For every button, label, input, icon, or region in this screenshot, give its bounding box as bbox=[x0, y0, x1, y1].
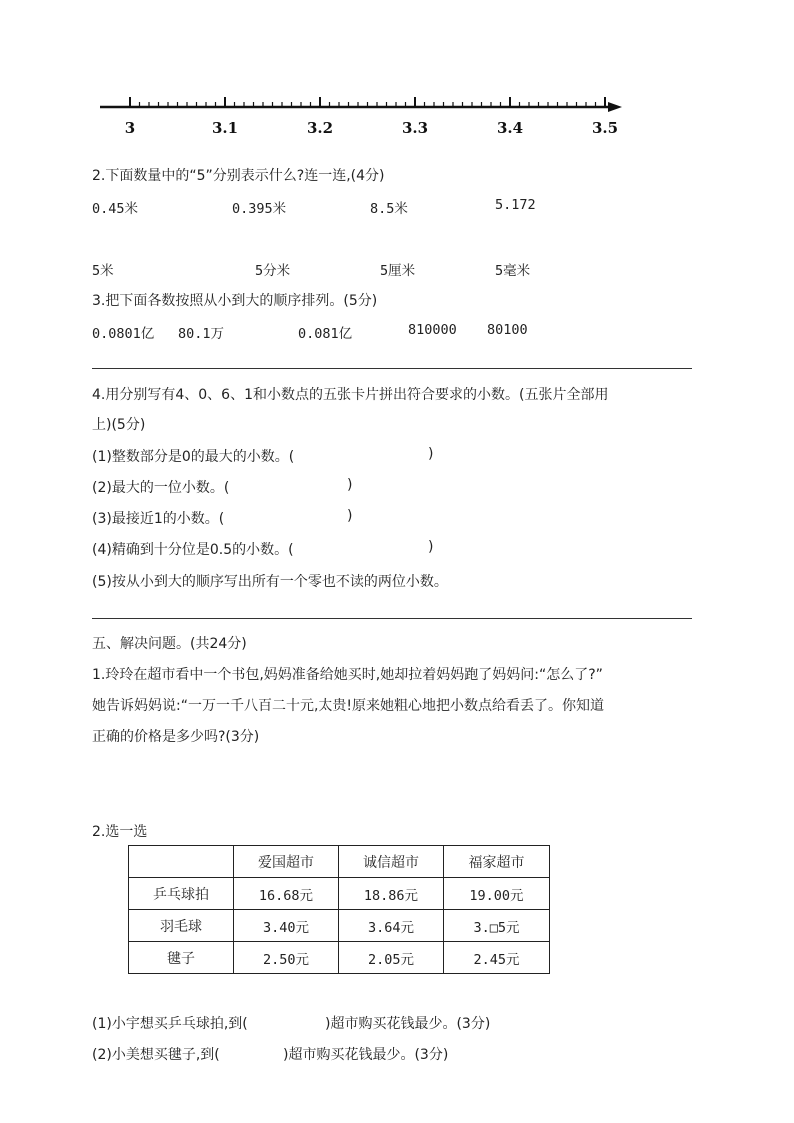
s5-q1-line2: 她告诉妈妈说:“一万一千八百二十元,太贵!原来她粗心地把小数点给看丢了。你知道 bbox=[92, 698, 605, 714]
q2-title: 2.下面数量中的“5”分别表示什么?连一连,(4分) bbox=[92, 168, 385, 184]
tick-label: 3.4 bbox=[496, 119, 524, 137]
s5-q1-line3: 正确的价格是多少吗?(3分) bbox=[92, 729, 260, 745]
q2-bottom-item-4: 5毫米 bbox=[495, 263, 531, 279]
number-line bbox=[0, 80, 794, 140]
table-cell: 3.64元 bbox=[339, 910, 444, 942]
q2-bottom-item-1: 5米 bbox=[92, 263, 114, 279]
q2-top-item-1: 0.45米 bbox=[92, 201, 139, 217]
q3-item-5: 80100 bbox=[487, 322, 528, 338]
tick-label: 3.5 bbox=[591, 119, 619, 137]
q3-item-4: 810000 bbox=[408, 322, 457, 338]
q3-item-1: 0.0801亿 bbox=[92, 326, 155, 342]
section5-heading: 五、解决问题。(共24分) bbox=[92, 636, 247, 652]
table-header-cell: 爱国超市 bbox=[234, 846, 339, 878]
q3-item-3: 0.081亿 bbox=[298, 326, 353, 342]
s5-q2-title: 2.选一选 bbox=[92, 824, 148, 840]
q3-title: 3.把下面各数按照从小到大的顺序排列。(5分) bbox=[92, 293, 378, 309]
tick-label: 3.1 bbox=[211, 119, 239, 137]
table-header-cell bbox=[129, 846, 234, 878]
q4-sub2: (2)最大的一位小数。( bbox=[92, 480, 230, 496]
tick-label: 3 bbox=[124, 119, 136, 137]
s5-q2-sub1-a: (1)小宇想买乒乓球拍,到( bbox=[92, 1016, 248, 1032]
s5-q2-sub2-b: )超市购买花钱最少。(3分) bbox=[283, 1047, 449, 1063]
q2-bottom-item-2: 5分米 bbox=[255, 263, 291, 279]
q4-sub5: (5)按从小到大的顺序写出所有一个零也不读的两位小数。 bbox=[92, 574, 448, 590]
q4-sub3-close: ) bbox=[347, 508, 353, 524]
q4-sub2-close: ) bbox=[347, 477, 353, 493]
table-row bbox=[129, 878, 550, 910]
divider bbox=[92, 618, 692, 619]
q4-sub4: (4)精确到十分位是0.5的小数。( bbox=[92, 542, 294, 558]
q4-sub3: (3)最接近1的小数。( bbox=[92, 511, 225, 527]
price-table bbox=[128, 845, 550, 974]
table-cell: 3.□5元 bbox=[444, 910, 550, 942]
q2-bottom-item-3: 5厘米 bbox=[380, 263, 416, 279]
table-row bbox=[129, 910, 550, 942]
q3-item-2: 80.1万 bbox=[178, 326, 225, 342]
q2-top-item-4: 5.172 bbox=[495, 197, 536, 213]
table-header-cell: 诚信超市 bbox=[339, 846, 444, 878]
table-cell: 18.86元 bbox=[339, 878, 444, 910]
tick-label: 3.2 bbox=[306, 119, 334, 137]
table-cell: 乒乓球拍 bbox=[129, 878, 234, 910]
q4-sub4-close: ) bbox=[428, 539, 434, 555]
s5-q2-sub2-a: (2)小美想买毽子,到( bbox=[92, 1047, 220, 1063]
table-cell: 羽毛球 bbox=[129, 910, 234, 942]
q2-top-item-2: 0.395米 bbox=[232, 201, 287, 217]
table-header-cell: 福家超市 bbox=[444, 846, 550, 878]
s5-q2-sub1-b: )超市购买花钱最少。(3分) bbox=[325, 1016, 491, 1032]
arrowhead-icon bbox=[608, 102, 622, 112]
q4-title-line1: 4.用分别写有4、0、6、1和小数点的五张卡片拼出符合要求的小数。(五张片全部用 bbox=[92, 387, 609, 403]
table-cell: 2.50元 bbox=[234, 942, 339, 974]
q2-top-item-3: 8.5米 bbox=[370, 201, 408, 217]
q4-sub1-close: ) bbox=[428, 446, 434, 462]
table-cell: 2.45元 bbox=[444, 942, 550, 974]
q4-sub1: (1)整数部分是0的最大的小数。( bbox=[92, 449, 295, 465]
table-header-row bbox=[129, 846, 550, 878]
divider bbox=[92, 368, 692, 369]
table-row bbox=[129, 942, 550, 974]
s5-q1-line1: 1.玲玲在超市看中一个书包,妈妈准备给她买时,她却拉着妈妈跑了妈妈问:“怎么了?” bbox=[92, 667, 603, 683]
table-cell: 毽子 bbox=[129, 942, 234, 974]
table-cell: 19.00元 bbox=[444, 878, 550, 910]
tick-label: 3.3 bbox=[401, 119, 429, 137]
table-cell: 16.68元 bbox=[234, 878, 339, 910]
q4-title-line2: 上)(5分) bbox=[92, 417, 146, 433]
table-cell: 2.05元 bbox=[339, 942, 444, 974]
table-cell: 3.40元 bbox=[234, 910, 339, 942]
